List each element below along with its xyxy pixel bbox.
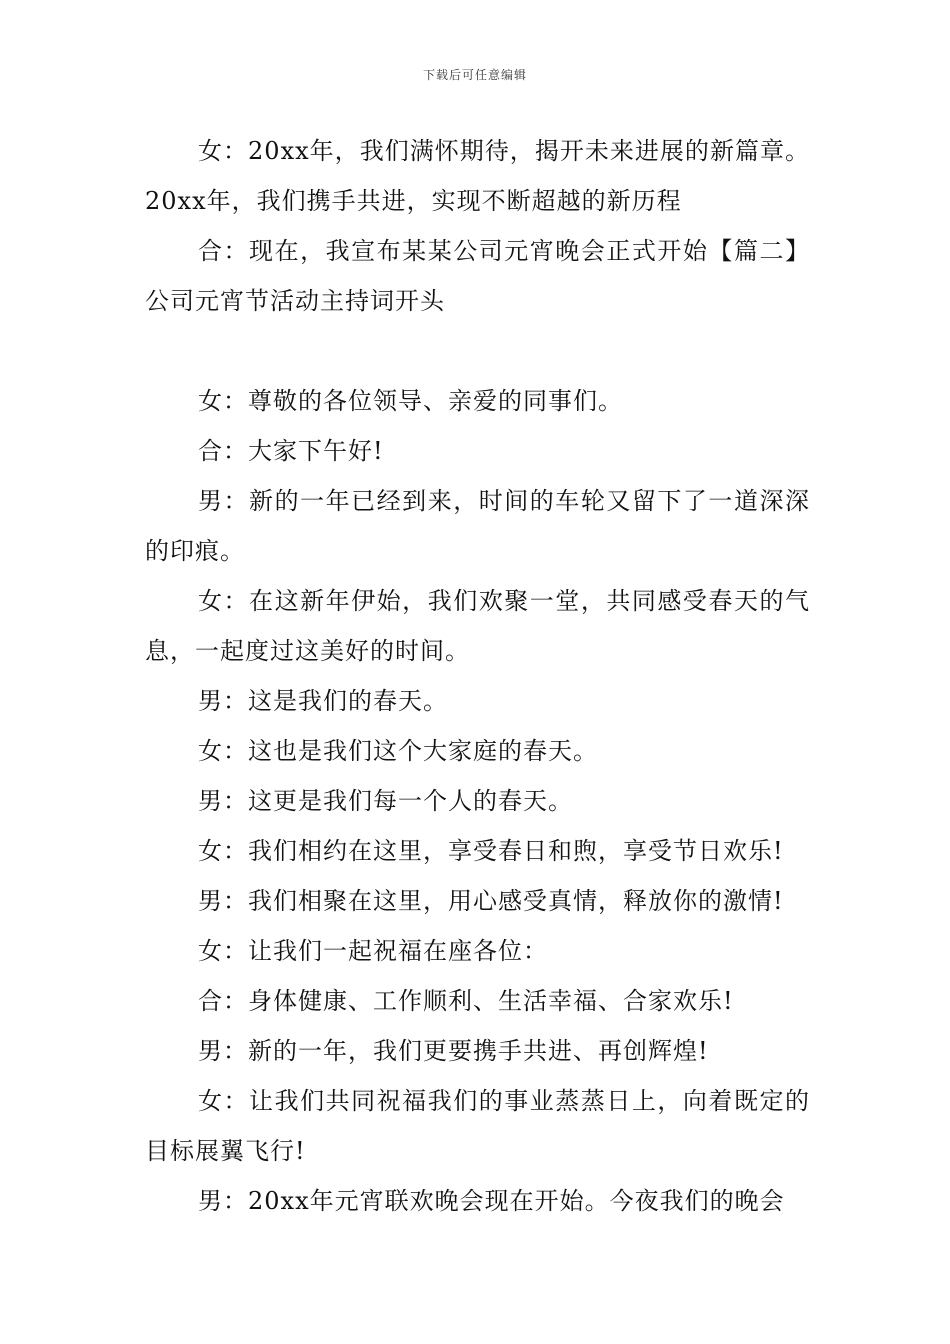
paragraph: 男：这是我们的春天。 [198, 687, 448, 715]
paragraph: 合：大家下午好! [198, 437, 384, 465]
paragraph: 女：让我们一起祝福在座各位： [198, 937, 548, 965]
paragraph: 男：我们相聚在这里，用心感受真情，释放你的激情! [198, 887, 784, 915]
paragraph: 合：现在，我宣布某某公司元宵晚会正式开始【篇二】公司元宵节活动主持词开头 [145, 237, 810, 315]
paragraph: 女：尊敬的各位领导、亲爱的同事们。 [198, 387, 623, 415]
paragraph: 女：这也是我们这个大家庭的春天。 [198, 737, 598, 765]
paragraph: 合：身体健康、工作顺利、生活幸福、合家欢乐! [198, 987, 734, 1015]
paragraph: 女：20xx年，我们满怀期待，揭开未来进展的新篇章。20xx年，我们携手共进，实现不断超越的新历程 [145, 137, 810, 215]
paragraph: 女：我们相约在这里，享受春日和煦，享受节日欢乐! [198, 837, 784, 865]
paragraph: 女：在这新年伊始，我们欢聚一堂，共同感受春天的气息，一起度过这美好的时间。 [145, 587, 810, 665]
paragraph: 男：新的一年，我们更要携手共进、再创辉煌! [198, 1037, 709, 1065]
paragraph: 男：新的一年已经到来，时间的车轮又留下了一道深深的印痕。 [145, 487, 810, 565]
paragraph: 男：20xx年元宵联欢晚会现在开始。今夜我们的晚会 [198, 1187, 785, 1215]
paragraph: 男：这更是我们每一个人的春天。 [198, 787, 573, 815]
document-body [145, 126, 810, 1226]
blank-line [145, 326, 810, 376]
page-header-note: 下载后可任意编辑 [422, 68, 527, 82]
paragraph: 女：让我们共同祝福我们的事业蒸蒸日上，向着既定的目标展翼飞行! [145, 1087, 810, 1165]
